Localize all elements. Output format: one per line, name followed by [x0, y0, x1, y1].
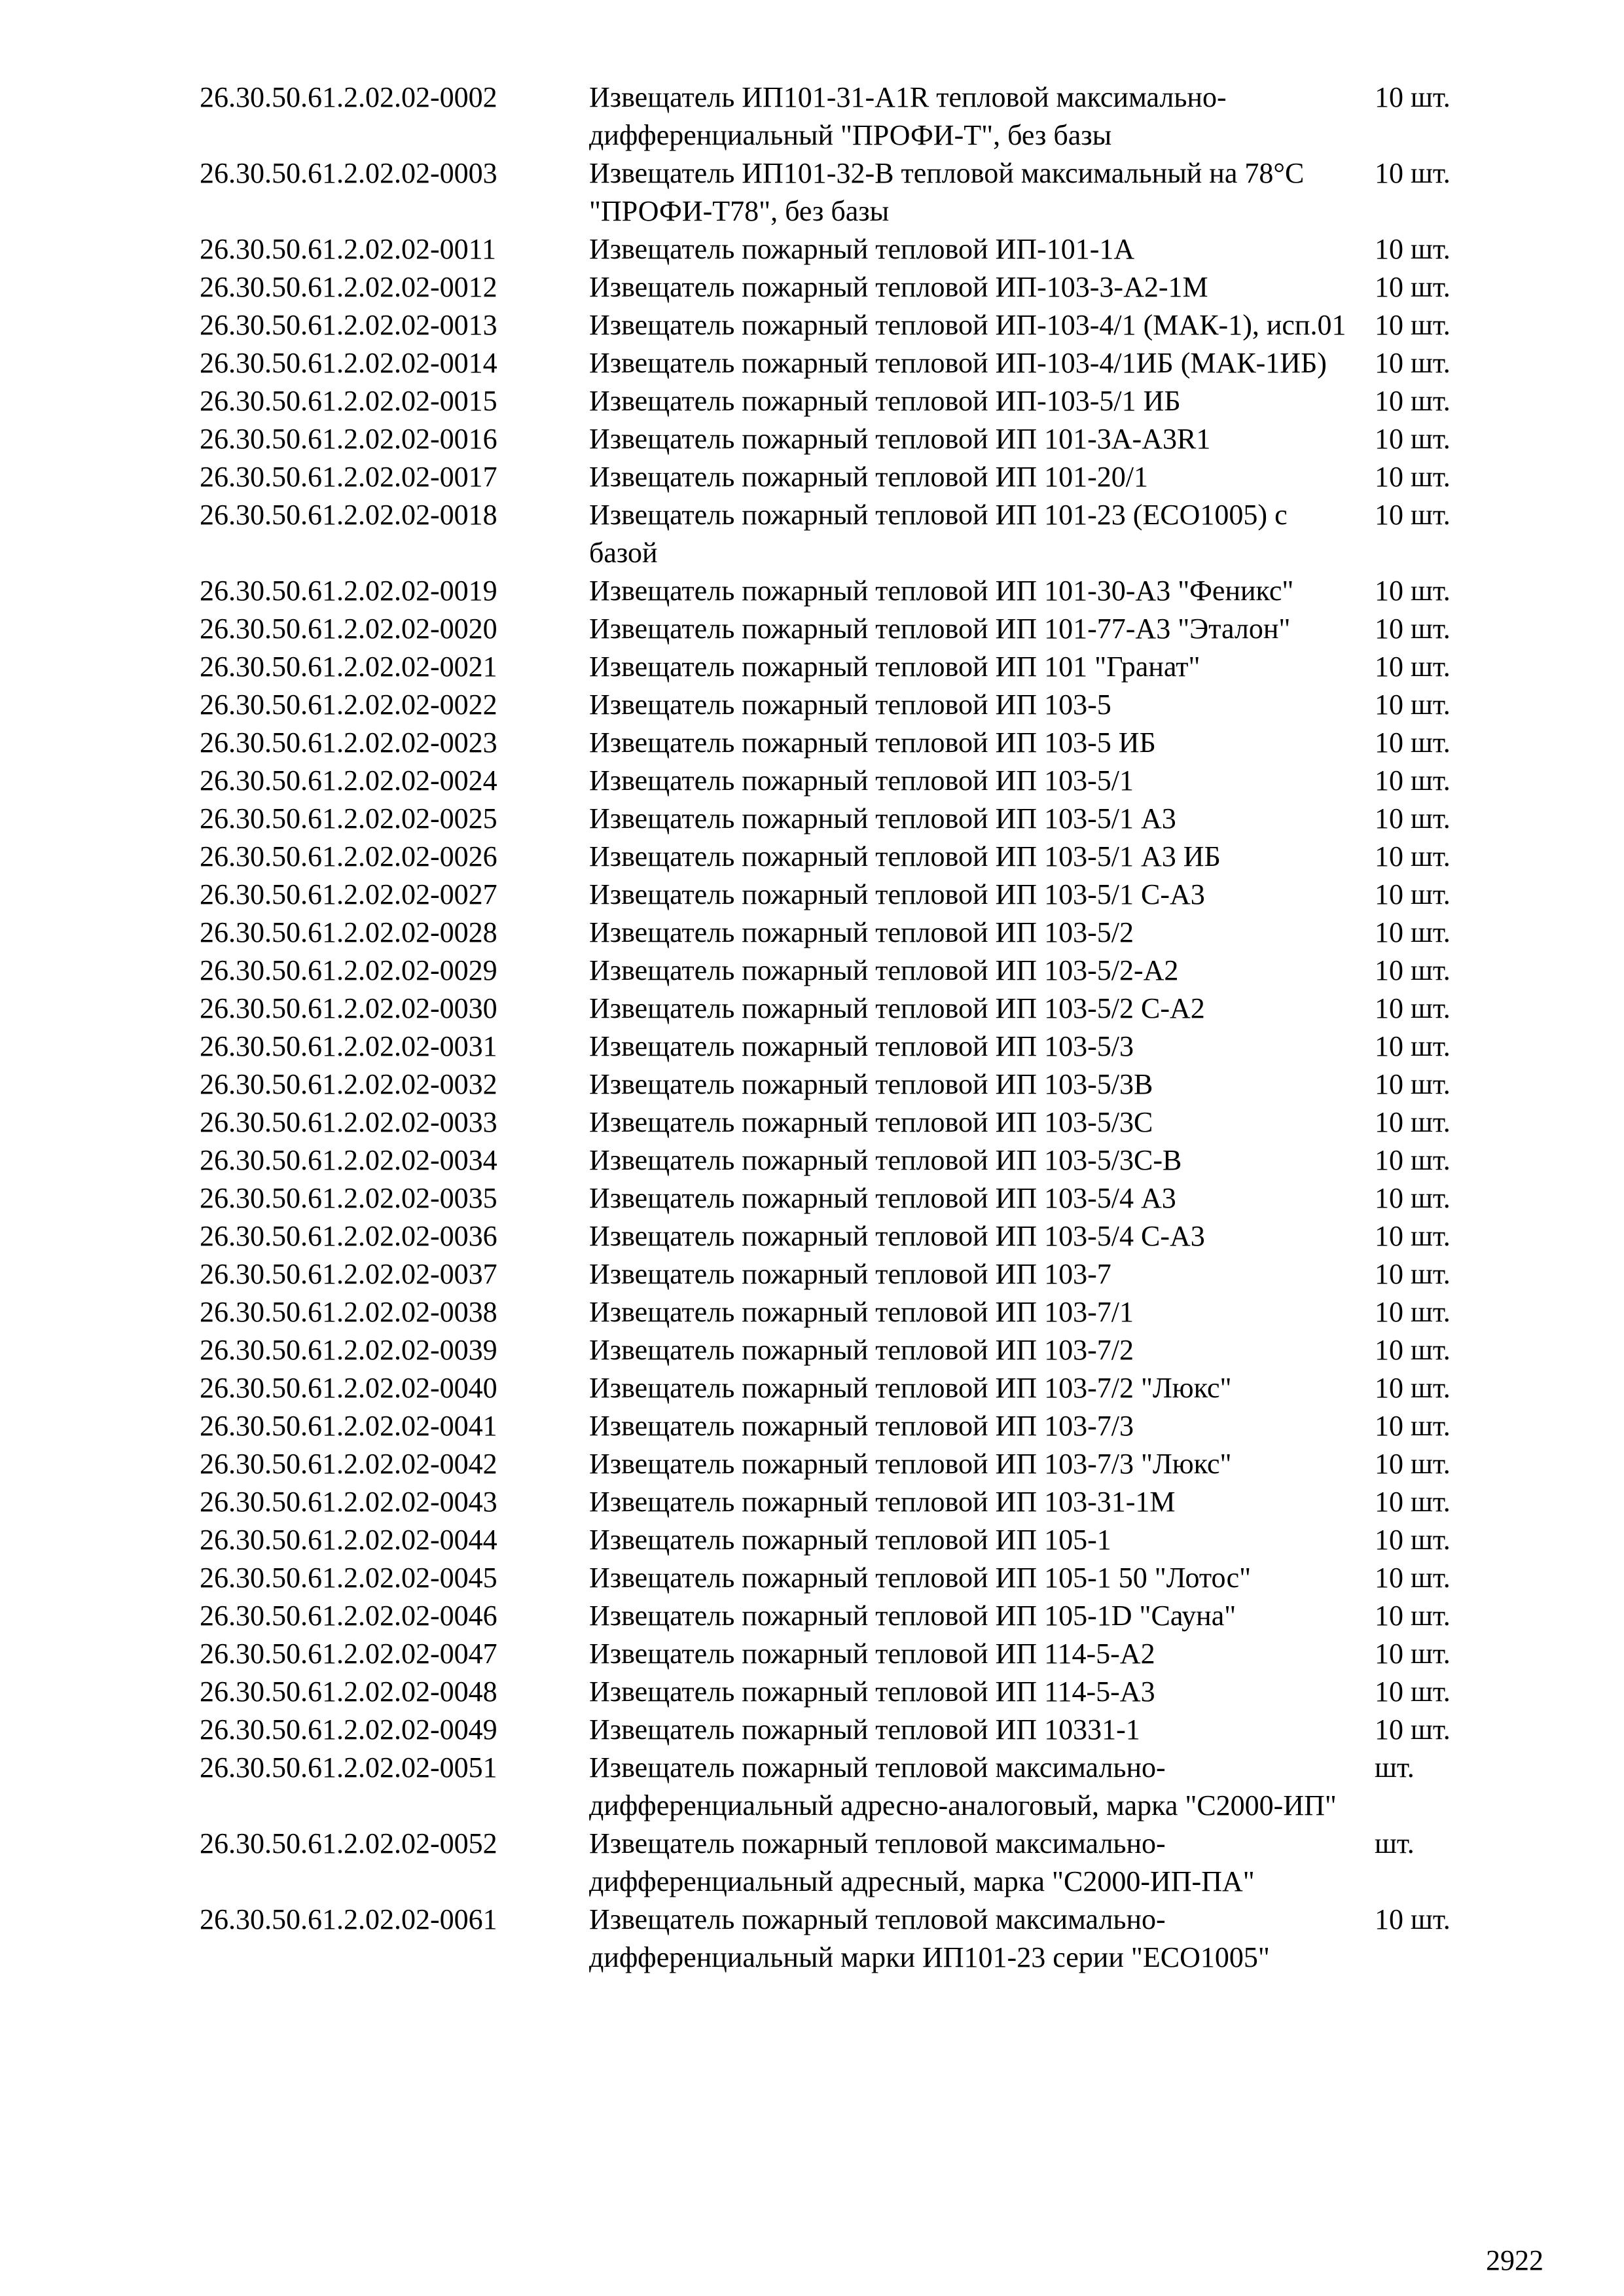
item-code: 26.30.50.61.2.02.02-0016 — [200, 423, 497, 455]
table-row — [0, 914, 1624, 952]
item-name: Извещатель пожарный тепловой ИП 101-20/1 — [589, 461, 1149, 493]
item-name: Извещатель пожарный тепловой ИП 105-1D "Сауна" — [589, 1600, 1236, 1632]
item-name: Извещатель ИП101-31-A1R тепловой максимально-дифференциальный "ПРОФИ-Т", без базы — [589, 81, 1227, 151]
item-name: Извещатель пожарный тепловой ИП 103-5/1 С-А3 — [589, 878, 1205, 910]
item-name: Извещатель пожарный тепловой ИП 101-77-А3 "Эталон" — [589, 613, 1291, 645]
table-row — [0, 306, 1624, 344]
item-unit: 10 шт. — [1375, 840, 1451, 872]
item-name: Извещатель пожарный тепловой максимально-дифференциальный адресно-аналоговый, марка "С2000-ИП" — [589, 1751, 1337, 1821]
price-list-table — [0, 79, 1624, 1977]
table-row — [0, 1445, 1624, 1483]
item-unit: 10 шт. — [1375, 1600, 1451, 1632]
item-name: Извещатель пожарный тепловой ИП 101 "Гранат" — [589, 651, 1200, 683]
table-row — [0, 1028, 1624, 1066]
item-unit: шт. — [1375, 1827, 1415, 1859]
item-name: Извещатель пожарный тепловой ИП 103-31-1М — [589, 1486, 1176, 1518]
item-name: Извещатель пожарный тепловой ИП-103-4/1 (МАК-1), исп.01 — [589, 309, 1346, 341]
table-row — [0, 1217, 1624, 1255]
table-row — [0, 1369, 1624, 1407]
item-unit: 10 шт. — [1375, 461, 1451, 493]
item-name: Извещатель пожарный тепловой ИП 103-7 — [589, 1258, 1111, 1290]
table-row — [0, 1293, 1624, 1331]
item-code: 26.30.50.61.2.02.02-0032 — [200, 1068, 497, 1100]
table-row — [0, 496, 1624, 572]
item-unit: 10 шт. — [1375, 1030, 1451, 1062]
table-row — [0, 800, 1624, 838]
item-unit: 10 шт. — [1375, 1144, 1451, 1176]
item-code: 26.30.50.61.2.02.02-0015 — [200, 385, 497, 417]
item-name: Извещатель пожарный тепловой максимально-дифференциальный адресный, марка "С2000-ИП-ПА" — [589, 1827, 1255, 1897]
item-code: 26.30.50.61.2.02.02-0031 — [200, 1030, 497, 1062]
item-unit: 10 шт. — [1375, 1638, 1451, 1670]
item-name: Извещатель пожарный тепловой ИП 103-5/4 А3 — [589, 1182, 1176, 1214]
item-name: Извещатель пожарный тепловой ИП 103-5/3С-В — [589, 1144, 1182, 1176]
item-name: Извещатель пожарный тепловой ИП-103-5/1 ИБ — [589, 385, 1181, 417]
item-unit: 10 шт. — [1375, 385, 1451, 417]
item-unit: шт. — [1375, 1751, 1415, 1784]
table-row — [0, 1103, 1624, 1141]
item-unit: 10 шт. — [1375, 271, 1451, 303]
item-unit: 10 шт. — [1375, 802, 1451, 834]
item-code: 26.30.50.61.2.02.02-0012 — [200, 271, 497, 303]
item-name: Извещатель пожарный тепловой ИП 114-5-А3 — [589, 1676, 1155, 1708]
item-unit: 10 шт. — [1375, 1903, 1451, 1935]
table-row — [0, 1255, 1624, 1293]
item-unit: 10 шт. — [1375, 651, 1451, 683]
table-row — [0, 268, 1624, 306]
item-name: Извещатель пожарный тепловой ИП 103-7/3 — [589, 1410, 1134, 1442]
item-code: 26.30.50.61.2.02.02-0021 — [200, 651, 497, 683]
item-code: 26.30.50.61.2.02.02-0039 — [200, 1334, 497, 1366]
item-code: 26.30.50.61.2.02.02-0040 — [200, 1372, 497, 1404]
item-name: Извещатель пожарный тепловой ИП-103-4/1ИБ (МАК-1ИБ) — [589, 347, 1327, 379]
table-row — [0, 724, 1624, 762]
item-unit: 10 шт. — [1375, 575, 1451, 607]
table-row — [0, 1749, 1624, 1825]
item-unit: 10 шт. — [1375, 1296, 1451, 1328]
item-unit: 10 шт. — [1375, 689, 1451, 721]
item-name: Извещатель пожарный тепловой ИП 103-5/3 — [589, 1030, 1134, 1062]
item-name: Извещатель пожарный тепловой ИП 105-1 50 "Лотос" — [589, 1562, 1252, 1594]
item-name: Извещатель пожарный тепловой ИП 101-30-А3 "Феникс" — [589, 575, 1294, 607]
table-row — [0, 648, 1624, 686]
table-row — [0, 1407, 1624, 1445]
item-name: Извещатель пожарный тепловой максимально-дифференциальный марки ИП101-23 серии "ЕСО1005" — [589, 1903, 1270, 1973]
item-code: 26.30.50.61.2.02.02-0017 — [200, 461, 497, 493]
table-row — [0, 876, 1624, 914]
item-name: Извещатель пожарный тепловой ИП 103-5/2 С-А2 — [589, 992, 1205, 1024]
item-unit: 10 шт. — [1375, 1334, 1451, 1366]
item-code: 26.30.50.61.2.02.02-0035 — [200, 1182, 497, 1214]
item-unit: 10 шт. — [1375, 1220, 1451, 1252]
item-unit: 10 шт. — [1375, 309, 1451, 341]
table-row — [0, 1141, 1624, 1179]
item-code: 26.30.50.61.2.02.02-0023 — [200, 726, 497, 759]
item-code: 26.30.50.61.2.02.02-0022 — [200, 689, 497, 721]
item-name: Извещатель пожарный тепловой ИП 114-5-А2 — [589, 1638, 1155, 1670]
item-name: Извещатель пожарный тепловой ИП 103-5/1 А3 ИБ — [589, 840, 1221, 872]
item-unit: 10 шт. — [1375, 1486, 1451, 1518]
item-name: Извещатель пожарный тепловой ИП 103-7/2 "Люкс" — [589, 1372, 1232, 1404]
item-code: 26.30.50.61.2.02.02-0047 — [200, 1638, 497, 1670]
item-code: 26.30.50.61.2.02.02-0025 — [200, 802, 497, 834]
item-unit: 10 шт. — [1375, 992, 1451, 1024]
table-row — [0, 1825, 1624, 1901]
item-unit: 10 шт. — [1375, 499, 1451, 531]
item-unit: 10 шт. — [1375, 233, 1451, 265]
item-unit: 10 шт. — [1375, 916, 1451, 948]
item-code: 26.30.50.61.2.02.02-0051 — [200, 1751, 497, 1784]
item-code: 26.30.50.61.2.02.02-0011 — [200, 233, 497, 265]
item-code: 26.30.50.61.2.02.02-0034 — [200, 1144, 497, 1176]
table-row — [0, 1066, 1624, 1103]
table-row — [0, 1559, 1624, 1597]
table-row — [0, 230, 1624, 268]
item-name: Извещатель пожарный тепловой ИП-101-1А — [589, 233, 1135, 265]
item-code: 26.30.50.61.2.02.02-0033 — [200, 1106, 497, 1138]
item-code: 26.30.50.61.2.02.02-0028 — [200, 916, 497, 948]
item-code: 26.30.50.61.2.02.02-0027 — [200, 878, 497, 910]
item-name: Извещатель пожарный тепловой ИП 103-5/3С — [589, 1106, 1153, 1138]
item-unit: 10 шт. — [1375, 1068, 1451, 1100]
item-unit: 10 шт. — [1375, 157, 1451, 189]
table-row — [0, 610, 1624, 648]
item-name: Извещатель пожарный тепловой ИП-103-3-А2-1М — [589, 271, 1208, 303]
item-name: Извещатель пожарный тепловой ИП 103-5/4 С-А3 — [589, 1220, 1205, 1252]
item-code: 26.30.50.61.2.02.02-0014 — [200, 347, 497, 379]
item-code: 26.30.50.61.2.02.02-0048 — [200, 1676, 497, 1708]
item-name: Извещатель пожарный тепловой ИП 103-7/1 — [589, 1296, 1134, 1328]
item-code: 26.30.50.61.2.02.02-0061 — [200, 1903, 497, 1935]
item-name: Извещатель пожарный тепловой ИП 103-7/2 — [589, 1334, 1134, 1366]
item-code: 26.30.50.61.2.02.02-0013 — [200, 309, 497, 341]
item-unit: 10 шт. — [1375, 1524, 1451, 1556]
item-name: Извещатель пожарный тепловой ИП 103-5 — [589, 689, 1111, 721]
item-unit: 10 шт. — [1375, 423, 1451, 455]
table-row — [0, 686, 1624, 724]
item-name: Извещатель пожарный тепловой ИП 101-3А-А3R1 — [589, 423, 1211, 455]
item-unit: 10 шт. — [1375, 613, 1451, 645]
table-row — [0, 458, 1624, 496]
item-code: 26.30.50.61.2.02.02-0043 — [200, 1486, 497, 1518]
item-code: 26.30.50.61.2.02.02-0026 — [200, 840, 497, 872]
item-name: Извещатель пожарный тепловой ИП 101-23 (ЕСО1005) с базой — [589, 499, 1288, 569]
table-row — [0, 344, 1624, 382]
item-unit: 10 шт. — [1375, 954, 1451, 986]
item-name: Извещатель пожарный тепловой ИП 103-7/3 "Люкс" — [589, 1448, 1232, 1480]
item-unit: 10 шт. — [1375, 1258, 1451, 1290]
item-name: Извещатель пожарный тепловой ИП 103-5/2 — [589, 916, 1134, 948]
table-row — [0, 952, 1624, 990]
table-row — [0, 1711, 1624, 1749]
item-name: Извещатель пожарный тепловой ИП 103-5/3В — [589, 1068, 1153, 1100]
item-unit: 10 шт. — [1375, 1676, 1451, 1708]
table-row — [0, 1521, 1624, 1559]
item-unit: 10 шт. — [1375, 1410, 1451, 1442]
item-code: 26.30.50.61.2.02.02-0037 — [200, 1258, 497, 1290]
item-unit: 10 шт. — [1375, 1713, 1451, 1746]
item-unit: 10 шт. — [1375, 81, 1451, 113]
item-unit: 10 шт. — [1375, 1562, 1451, 1594]
item-code: 26.30.50.61.2.02.02-0003 — [200, 157, 497, 189]
item-code: 26.30.50.61.2.02.02-0041 — [200, 1410, 497, 1442]
table-row — [0, 572, 1624, 610]
page-number: 2922 — [1486, 2244, 1543, 2276]
item-code: 26.30.50.61.2.02.02-0002 — [200, 81, 497, 113]
item-code: 26.30.50.61.2.02.02-0038 — [200, 1296, 497, 1328]
item-unit: 10 шт. — [1375, 347, 1451, 379]
table-row — [0, 420, 1624, 458]
item-code: 26.30.50.61.2.02.02-0020 — [200, 613, 497, 645]
table-row — [0, 838, 1624, 876]
table-row — [0, 154, 1624, 230]
item-name: Извещатель пожарный тепловой ИП 103-5/1 — [589, 764, 1134, 797]
table-row — [0, 1331, 1624, 1369]
item-code: 26.30.50.61.2.02.02-0018 — [200, 499, 497, 531]
item-unit: 10 шт. — [1375, 1448, 1451, 1480]
item-name: Извещатель пожарный тепловой ИП 10331-1 — [589, 1713, 1140, 1746]
item-unit: 10 шт. — [1375, 1372, 1451, 1404]
item-code: 26.30.50.61.2.02.02-0036 — [200, 1220, 497, 1252]
item-code: 26.30.50.61.2.02.02-0049 — [200, 1713, 497, 1746]
table-row — [0, 1483, 1624, 1521]
item-unit: 10 шт. — [1375, 878, 1451, 910]
item-code: 26.30.50.61.2.02.02-0042 — [200, 1448, 497, 1480]
item-name: Извещатель пожарный тепловой ИП 103-5 ИБ — [589, 726, 1156, 759]
table-row — [0, 1179, 1624, 1217]
item-name: Извещатель пожарный тепловой ИП 103-5/1 А3 — [589, 802, 1176, 834]
item-code: 26.30.50.61.2.02.02-0030 — [200, 992, 497, 1024]
item-unit: 10 шт. — [1375, 764, 1451, 797]
table-row — [0, 1673, 1624, 1711]
table-row — [0, 1597, 1624, 1635]
item-code: 26.30.50.61.2.02.02-0046 — [200, 1600, 497, 1632]
item-code: 26.30.50.61.2.02.02-0045 — [200, 1562, 497, 1594]
item-name: Извещатель пожарный тепловой ИП 105-1 — [589, 1524, 1111, 1556]
item-name: Извещатель пожарный тепловой ИП 103-5/2-А2 — [589, 954, 1179, 986]
table-row — [0, 762, 1624, 800]
item-name: Извещатель ИП101-32-В тепловой максимальный на 78°С "ПРОФИ-Т78", без базы — [589, 157, 1305, 227]
table-row — [0, 1901, 1624, 1977]
item-unit: 10 шт. — [1375, 1182, 1451, 1214]
table-row — [0, 990, 1624, 1028]
item-code: 26.30.50.61.2.02.02-0029 — [200, 954, 497, 986]
item-code: 26.30.50.61.2.02.02-0044 — [200, 1524, 497, 1556]
item-unit: 10 шт. — [1375, 726, 1451, 759]
item-code: 26.30.50.61.2.02.02-0052 — [200, 1827, 497, 1859]
table-row — [0, 382, 1624, 420]
item-unit: 10 шт. — [1375, 1106, 1451, 1138]
item-code: 26.30.50.61.2.02.02-0024 — [200, 764, 497, 797]
table-row — [0, 79, 1624, 154]
item-code: 26.30.50.61.2.02.02-0019 — [200, 575, 497, 607]
table-row — [0, 1635, 1624, 1673]
